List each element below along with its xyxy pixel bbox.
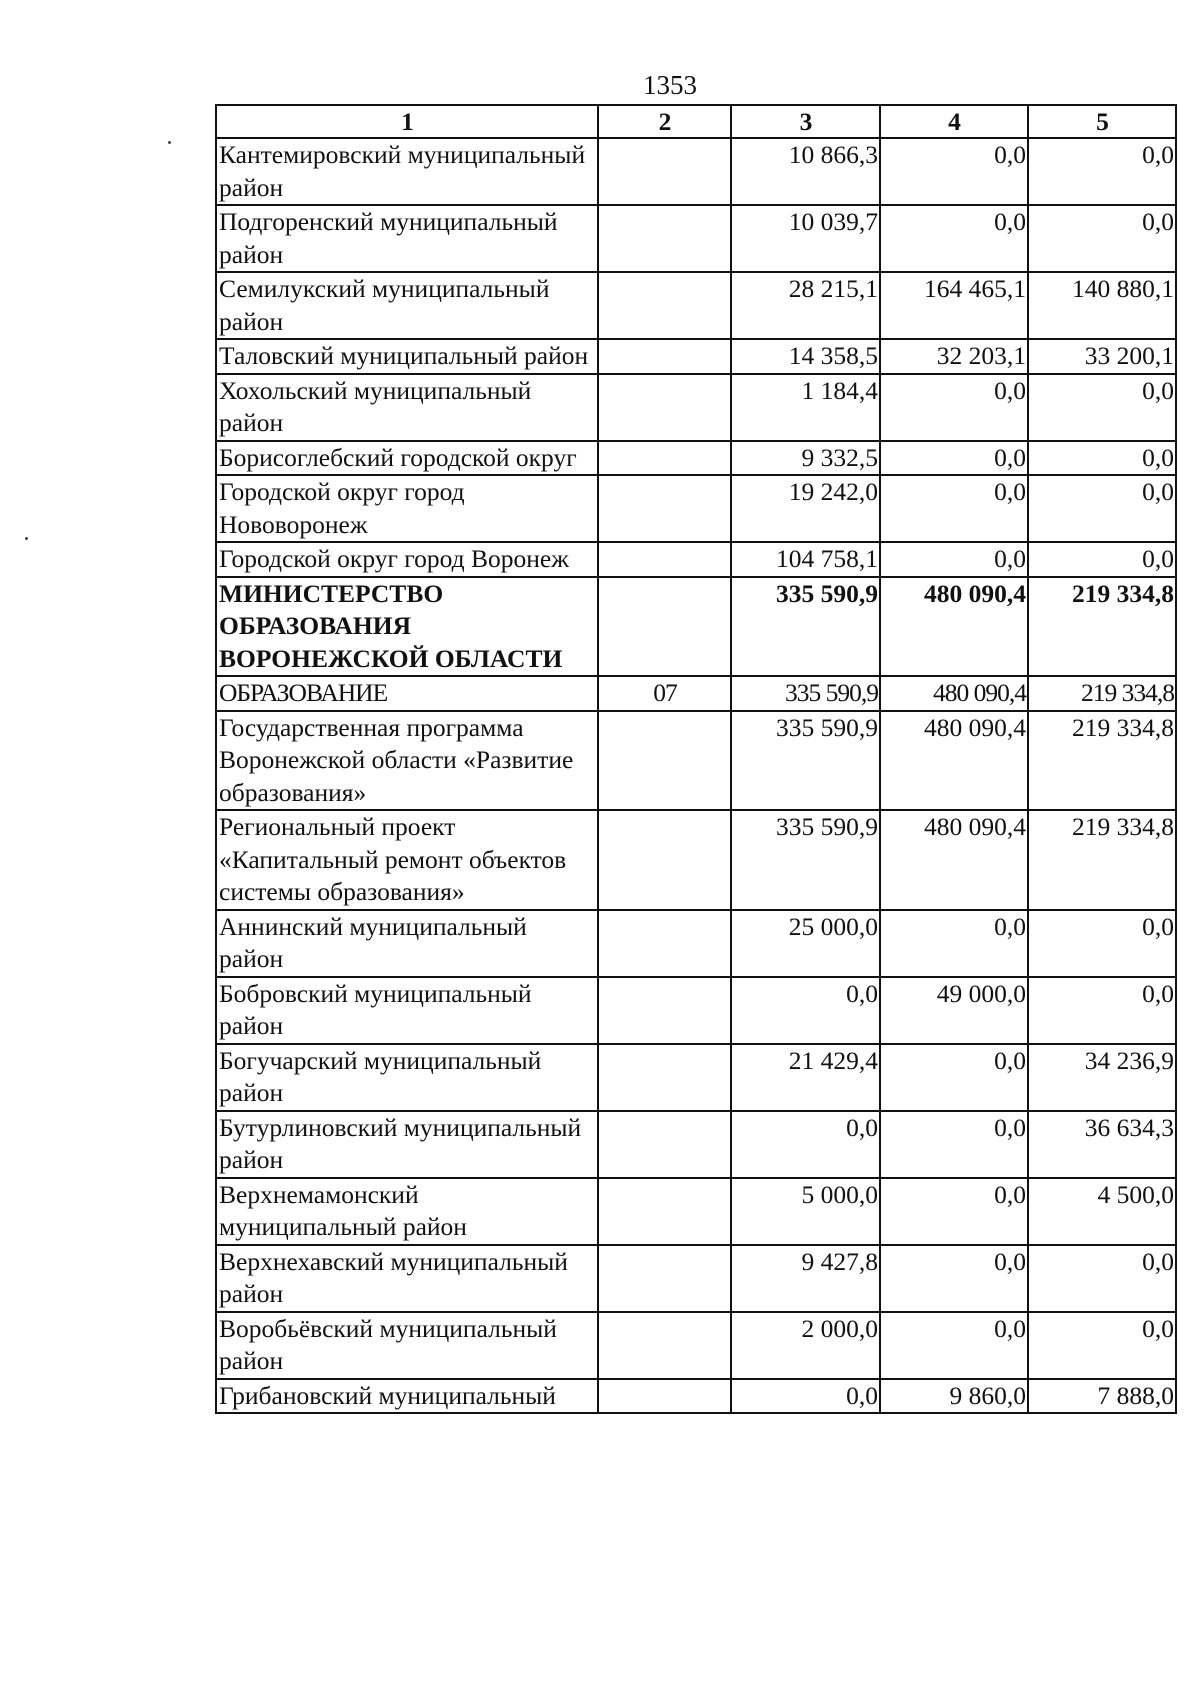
row-name-cell: Бобровский муниципальный район: [216, 977, 598, 1044]
row-value-col4: 32 203,1: [880, 339, 1028, 374]
row-code-cell: [598, 1245, 731, 1312]
column-header: 3: [731, 105, 880, 138]
row-value-col4: 164 465,1: [880, 272, 1028, 339]
table-row: [216, 1178, 1176, 1245]
row-name-cell: Таловский муниципальный район: [216, 339, 598, 374]
row-value-col3: 0,0: [731, 1111, 880, 1178]
row-value-col4: 0,0: [880, 1178, 1028, 1245]
table-row: [216, 138, 1176, 205]
table-row: [216, 977, 1176, 1044]
row-code-cell: [598, 542, 731, 577]
table-row: [216, 711, 1176, 811]
table-row: [216, 676, 1176, 711]
table-row: [216, 339, 1176, 374]
row-value-col5: 0,0: [1028, 542, 1176, 577]
row-name-cell: Семилукский муниципальный район: [216, 272, 598, 339]
row-value-col3: 14 358,5: [731, 339, 880, 374]
column-header: 5: [1028, 105, 1176, 138]
row-code-cell: [598, 374, 731, 441]
row-name-cell: Хохольский муниципальный район: [216, 374, 598, 441]
table-row: [216, 577, 1176, 677]
row-value-col4: 0,0: [880, 910, 1028, 977]
row-value-col5: 0,0: [1028, 205, 1176, 272]
row-code-cell: [598, 1379, 731, 1414]
row-value-col5: 36 634,3: [1028, 1111, 1176, 1178]
row-code-cell: [598, 577, 731, 677]
table-row: [216, 1312, 1176, 1379]
row-value-col4: 9 860,0: [880, 1379, 1028, 1414]
row-value-col4: 0,0: [880, 374, 1028, 441]
row-name-cell: Бутурлиновский муниципальный район: [216, 1111, 598, 1178]
row-value-col3: 10 866,3: [731, 138, 880, 205]
row-value-col5: 34 236,9: [1028, 1044, 1176, 1111]
row-name-cell: Подгоренский муниципальный район: [216, 205, 598, 272]
row-value-col5: 0,0: [1028, 475, 1176, 542]
row-value-col4: 480 090,4: [880, 711, 1028, 811]
row-value-col4: 0,0: [880, 1044, 1028, 1111]
table-row: [216, 910, 1176, 977]
row-value-col4: 0,0: [880, 138, 1028, 205]
table-row: [216, 1044, 1176, 1111]
table-row: [216, 475, 1176, 542]
row-name-cell: Кантемировский муниципальный район: [216, 138, 598, 205]
row-code-cell: [598, 810, 731, 910]
row-value-col5: 0,0: [1028, 441, 1176, 476]
row-value-col4: 49 000,0: [880, 977, 1028, 1044]
row-value-col3: 335 590,9: [731, 676, 880, 711]
row-name-cell: Городской округ город Нововоронеж: [216, 475, 598, 542]
row-name-cell: Воробьёвский муниципальный район: [216, 1312, 598, 1379]
row-value-col4: 0,0: [880, 1245, 1028, 1312]
row-value-col5: 219 334,8: [1028, 577, 1176, 677]
table-row: [216, 1379, 1176, 1414]
row-value-col5: 0,0: [1028, 1312, 1176, 1379]
row-value-col3: 335 590,9: [731, 577, 880, 677]
table-row: [216, 1245, 1176, 1312]
row-value-col5: 140 880,1: [1028, 272, 1176, 339]
row-code-cell: [598, 910, 731, 977]
table-body: [216, 138, 1176, 1413]
table-row: [216, 441, 1176, 476]
row-value-col3: 104 758,1: [731, 542, 880, 577]
row-code-cell: [598, 711, 731, 811]
scan-speck: [25, 537, 28, 540]
row-value-col3: 5 000,0: [731, 1178, 880, 1245]
row-value-col3: 1 184,4: [731, 374, 880, 441]
row-name-cell: Борисоглебский городской округ: [216, 441, 598, 476]
row-name-cell: Государственная программа Воронежской области «Развитие образования»: [216, 711, 598, 811]
row-code-cell: [598, 475, 731, 542]
row-name-cell: Аннинский муниципальный район: [216, 910, 598, 977]
row-value-col4: 480 090,4: [880, 810, 1028, 910]
table-row: [216, 374, 1176, 441]
row-name-cell: Верхнехавский муниципальный район: [216, 1245, 598, 1312]
row-code-cell: [598, 272, 731, 339]
row-value-col3: 21 429,4: [731, 1044, 880, 1111]
row-code-cell: [598, 339, 731, 374]
row-value-col3: 0,0: [731, 977, 880, 1044]
row-value-col4: 0,0: [880, 542, 1028, 577]
row-code-cell: [598, 205, 731, 272]
row-name-cell: Богучарский муниципальный район: [216, 1044, 598, 1111]
row-value-col4: 0,0: [880, 441, 1028, 476]
row-code-cell: [598, 977, 731, 1044]
scan-speck: [168, 141, 171, 144]
row-code-cell: [598, 1044, 731, 1111]
row-name-cell: Грибановский муниципальный: [216, 1379, 598, 1414]
budget-table: [215, 104, 1177, 1414]
row-value-col4: 480 090,4: [880, 577, 1028, 677]
row-name-cell: Региональный проект «Капитальный ремонт объектов системы образования»: [216, 810, 598, 910]
row-value-col5: 33 200,1: [1028, 339, 1176, 374]
row-code-cell: [598, 138, 731, 205]
row-code-cell: [598, 1111, 731, 1178]
row-value-col3: 0,0: [731, 1379, 880, 1414]
table-row: [216, 205, 1176, 272]
table-row: [216, 1111, 1176, 1178]
row-value-col4: 0,0: [880, 1312, 1028, 1379]
row-value-col4: 0,0: [880, 1111, 1028, 1178]
row-value-col5: 7 888,0: [1028, 1379, 1176, 1414]
row-value-col5: 0,0: [1028, 1245, 1176, 1312]
row-name-cell: МИНИСТЕРСТВО ОБРАЗОВАНИЯ ВОРОНЕЖСКОЙ ОБЛАСТИ: [216, 577, 598, 677]
row-value-col5: 4 500,0: [1028, 1178, 1176, 1245]
row-value-col5: 0,0: [1028, 374, 1176, 441]
row-value-col5: 219 334,8: [1028, 711, 1176, 811]
row-name-cell: Верхнемамонский муниципальный район: [216, 1178, 598, 1245]
row-value-col3: 19 242,0: [731, 475, 880, 542]
row-value-col3: 335 590,9: [731, 711, 880, 811]
row-code-cell: 07: [598, 676, 731, 711]
row-code-cell: [598, 1178, 731, 1245]
row-name-cell: ОБРАЗОВАНИЕ: [216, 676, 598, 711]
table-row: [216, 810, 1176, 910]
table-header-row: [216, 105, 1176, 138]
column-header: 2: [598, 105, 731, 138]
row-value-col3: 25 000,0: [731, 910, 880, 977]
row-value-col5: 0,0: [1028, 977, 1176, 1044]
column-header: 4: [880, 105, 1028, 138]
row-value-col3: 28 215,1: [731, 272, 880, 339]
row-code-cell: [598, 441, 731, 476]
row-value-col3: 9 332,5: [731, 441, 880, 476]
page-number: 1353: [643, 70, 697, 100]
row-name-cell: Городской округ город Воронеж: [216, 542, 598, 577]
row-value-col5: 0,0: [1028, 910, 1176, 977]
row-value-col4: 480 090,4: [880, 676, 1028, 711]
table-row: [216, 542, 1176, 577]
row-value-col5: 0,0: [1028, 138, 1176, 205]
row-value-col4: 0,0: [880, 205, 1028, 272]
row-value-col5: 219 334,8: [1028, 676, 1176, 711]
row-code-cell: [598, 1312, 731, 1379]
column-header: 1: [216, 105, 598, 138]
row-value-col4: 0,0: [880, 475, 1028, 542]
row-value-col5: 219 334,8: [1028, 810, 1176, 910]
row-value-col3: 2 000,0: [731, 1312, 880, 1379]
table-row: [216, 272, 1176, 339]
row-value-col3: 9 427,8: [731, 1245, 880, 1312]
row-value-col3: 10 039,7: [731, 205, 880, 272]
row-value-col3: 335 590,9: [731, 810, 880, 910]
